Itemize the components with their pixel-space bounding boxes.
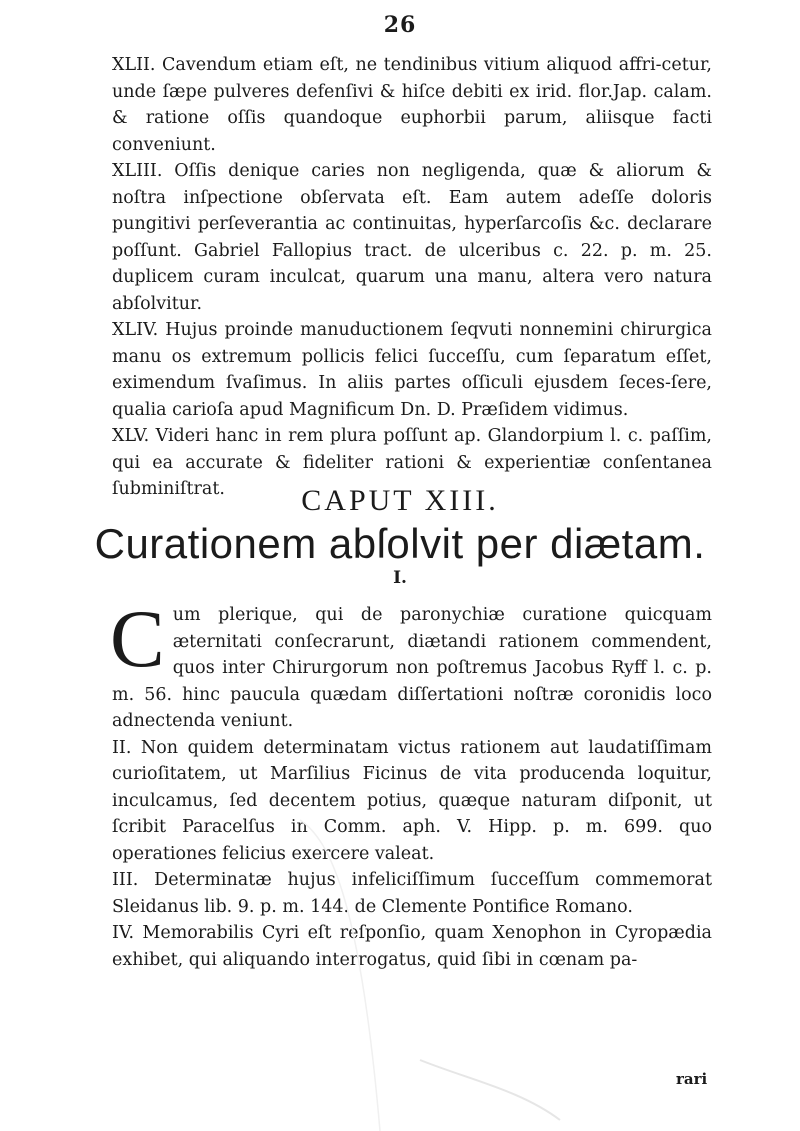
paragraph-iv: IV. Memorabilis Cyri eſt reſponſio, quam Xenophon in Cyropædia exhibet, qui aliquando interrogatus, quid ſibi in cœnam pa- [112, 923, 712, 970]
page-number: 26 [383, 12, 417, 38]
paragraph-ii: II. Non quidem determinatam victus rationem aut laudatiſſimam curioſitatem, ut Marſilius Ficinus de vita producenda loquitur, inculcamus, ſed decentem potius, quæque naturam diſponit, ut ſcribit Paracelſus in Comm. aph. V. Hipp. p. m. 699. quo operationes felicius exercere valeat. [112, 737, 712, 864]
chapter-title: Curationem abſolvit per diætam. [94, 520, 706, 567]
drop-cap: C [110, 593, 165, 684]
paragraph-xlv: XLV. Videri hanc in rem plura poſſunt ap. Glandorpium l. c. paſſim, qui ea accurate & fideliter rationi & experientiæ conſentanea ſubminiſtrat. [112, 426, 712, 499]
section-numeral-i: I. [393, 568, 407, 588]
catchword: rari [676, 1070, 708, 1088]
paragraph-i [110, 593, 712, 735]
top-section [112, 52, 712, 503]
bottom-section [110, 593, 712, 973]
paragraph-xliv: XLIV. Hujus proinde manuductionem ſeqvuti nonnemini chirurgica manu os extremum pollicis felici ſucceſſu, cum ſeparatum eſſet, eximendum ſvaſimus. In aliis partes oſſiculi ejusdem ſeces-ſere, qualia carioſa apud Magnificum Dn. D. Præſidem vidimus. [112, 320, 712, 420]
chapter-heading: CAPUT XIII. [301, 484, 499, 517]
paragraph-xliii: XLIII. Oſſis denique caries non negligenda, quæ & aliorum & noſtra inſpectione obſervata eſt. Eam autem adeſſe doloris pungitivi perſeverantia ac continuitas, hyperſarcoſis &c. declarare poſſunt. Gabriel Fallopius tract. de ulceribus c. 22. p. m. 25. duplicem curam inculcat, quarum una manu, altera vero natura abſolvitur. [112, 161, 712, 314]
paragraph-xlii: XLII. Cavendum etiam eſt, ne tendinibus vitium aliquod affri-cetur, unde ſæpe pulveres defenſivi & hiſce debiti ex irid. flor.Jap. calam. & ratione oſſis quandoque euphorbii parum, aliisque facti conveniunt. [112, 55, 712, 155]
paragraph-iii: III. Determinatæ hujus infeliciſſimum ſucceſſum commemorat Sleidanus lib. 9. p. m. 144. de Clemente Pontifice Romano. [112, 870, 712, 917]
paragraph-i-text: um plerique, qui de paronychiæ curatione quicquam æternitati conſecrarunt, diætandi rationem commendent, quos inter Chirurgorum non poſtremus Jacobus Ryff l. c. p. m. 56. hinc paucula quædam diſſertationi noſtræ coronidis loco adnectenda veniunt. [112, 605, 712, 731]
